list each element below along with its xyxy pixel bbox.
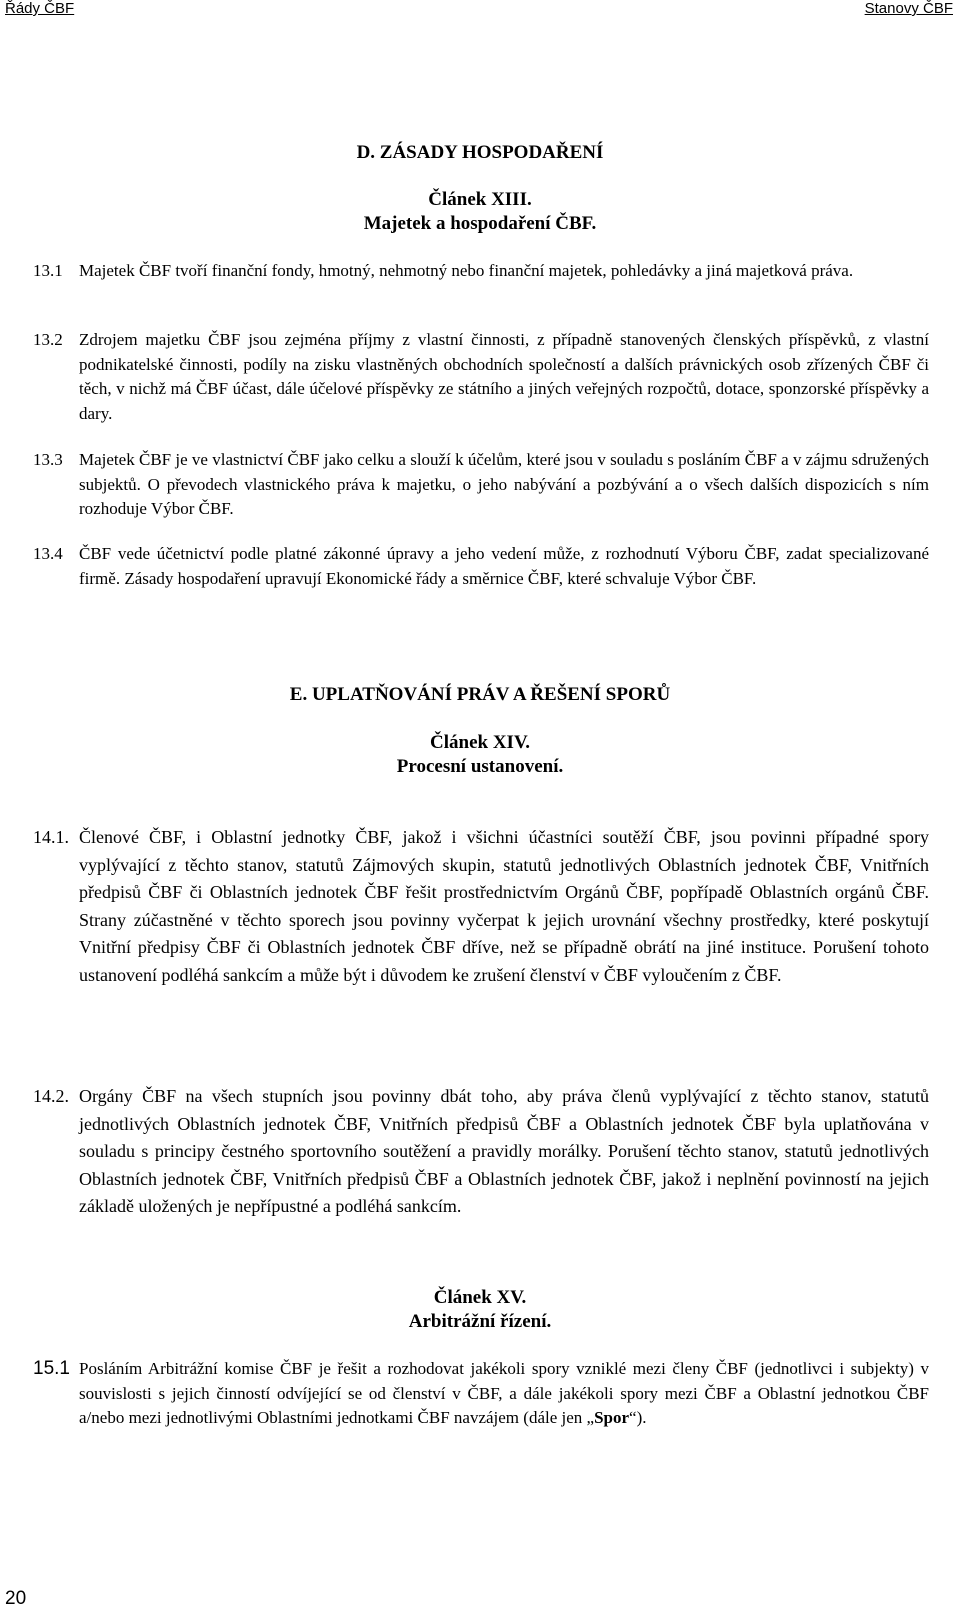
paragraph-number: 14.1.: [33, 827, 69, 847]
paragraph-13-4: [33, 542, 929, 591]
page-number: 20: [5, 1588, 27, 1609]
section-d-title: D. ZÁSADY HOSPODAŘENÍ: [356, 142, 604, 163]
paragraph-text: Orgány ČBF na všech stupních jsou povinny dbát toho, aby práva členů vyplývající z těchto stanov, statutů jednotlivých Oblastních jednotek ČBF, Vnitřních předpisů ČBF a Oblastních jednotek ČBF byla uplatňována v souladu s principy čestného sportovního soutěžení a pravidly morálky. Porušení těchto stanov, statutů jednotlivých Oblastních jednotek ČBF, Vnitřních předpisů ČBF a Oblastních jednotek ČBF, jakož i neplnění povinností na jejich základě uložených je nepřípustné a podléhá sankcím.: [79, 1086, 929, 1216]
paragraph-text: Členové ČBF, i Oblastní jednotky ČBF, jakož i všichni účastníci soutěží ČBF, jsou povinni případné spory vyplývající z těchto stanov, statutů Zájmových skupin, statutů jednotlivých Oblastních jednotek ČBF, Vnitřních předpisů ČBF či Oblastních jednotek ČBF řešit prostřednictvím Orgánů ČBF, popřípadě Oblastních orgánů ČBF. Strany zúčastněné v těchto sporech jsou povinny vyčerpat k jejich urovnání všechny prostředky, které poskytují Vnitřní předpisy ČBF či Oblastních jednotek ČBF dříve, než se případně obrátí na jiné instituce. Porušení tohoto ustanovení podléhá sankcím a může být i důvodem ke zrušení členství v ČBF vyloučením z ČBF.: [79, 827, 929, 985]
paragraph-14-2: [33, 1083, 929, 1221]
header-right-link[interactable]: Stanovy ČBF: [864, 0, 953, 17]
paragraph-text: Majetek ČBF tvoří finanční fondy, hmotný, nehmotný nebo finanční majetek, pohledávky a jiná majetková práva.: [79, 261, 854, 280]
paragraph-13-2: [33, 328, 929, 426]
paragraph-13-3: [33, 448, 929, 522]
paragraph-number: 13.3: [33, 450, 63, 469]
page-header: [5, 0, 953, 20]
article-xiv-number: Článek XIV.: [430, 732, 530, 753]
paragraph-text-end: “).: [629, 1408, 647, 1427]
paragraph-number: 14.2.: [33, 1086, 69, 1106]
paragraph-number: 15.1: [33, 1358, 70, 1379]
paragraph-text-start: Posláním Arbitrážní komise ČBF je řešit a rozhodovat jakékoli spory vzniklé mezi členy ČBF (jednotlivci i subjekty) v souvislosti s jejich činností odvíjející se od členství v ČBF, a dále jakékoli spory mezi ČBF a Oblastní jednotkou ČBF a/nebo mezi jednotlivými Oblastními jednotkami ČBF navzájem (dále jen „: [79, 1359, 929, 1427]
paragraph-number: 13.2: [33, 330, 63, 349]
paragraph-number: 13.4: [33, 544, 63, 563]
paragraph-text: [79, 1357, 929, 1431]
article-xiii-number: Článek XIII.: [428, 189, 532, 210]
paragraph-text: Zdrojem majetku ČBF jsou zejména příjmy z vlastní činnosti, z případně stanovených členských příspěvků, z vlastní podnikatelské činnosti, podíly na zisku vlastněných obchodních společností a dalších právnických osob zřízených ČBF či těch, v nichž má ČBF účast, dále účelové příspěvky ze státního a jiných veřejných rozpočtů, dotace, sponzorské příspěvky a dary.: [79, 330, 929, 423]
article-xiii-title: Majetek a hospodaření ČBF.: [363, 213, 597, 234]
header-left-link[interactable]: Řády ČBF: [5, 0, 75, 17]
paragraph-text: Majetek ČBF je ve vlastnictví ČBF jako celku a slouží k účelům, které jsou v souladu s posláním ČBF a v zájmu sdružených subjektů. O převodech vlastnického práva k majetku, o jeho nabývání a pozbývání a o všech dalších dispozicích s ním rozhoduje Výbor ČBF.: [79, 450, 929, 518]
section-e-title: E. UPLATŇOVÁNÍ PRÁV A ŘEŠENÍ SPORŮ: [289, 684, 671, 705]
article-xiv-title: Procesní ustanovení.: [396, 756, 564, 777]
paragraph-15-1: [33, 1357, 929, 1431]
article-xv-title: Arbitrážní řízení.: [408, 1311, 552, 1332]
paragraph-13-1: [33, 259, 929, 284]
paragraph-14-1: [33, 824, 929, 989]
defined-term: Spor: [594, 1408, 630, 1427]
paragraph-text: ČBF vede účetnictví podle platné zákonné úpravy a jeho vedení může, z rozhodnutí Výboru ČBF, zadat specializované firmě. Zásady hospodaření upravují Ekonomické řády a směrnice ČBF, které schvaluje Výbor ČBF.: [79, 544, 929, 588]
paragraph-number: 13.1: [33, 261, 63, 280]
article-xv-number: Článek XV.: [433, 1287, 527, 1308]
